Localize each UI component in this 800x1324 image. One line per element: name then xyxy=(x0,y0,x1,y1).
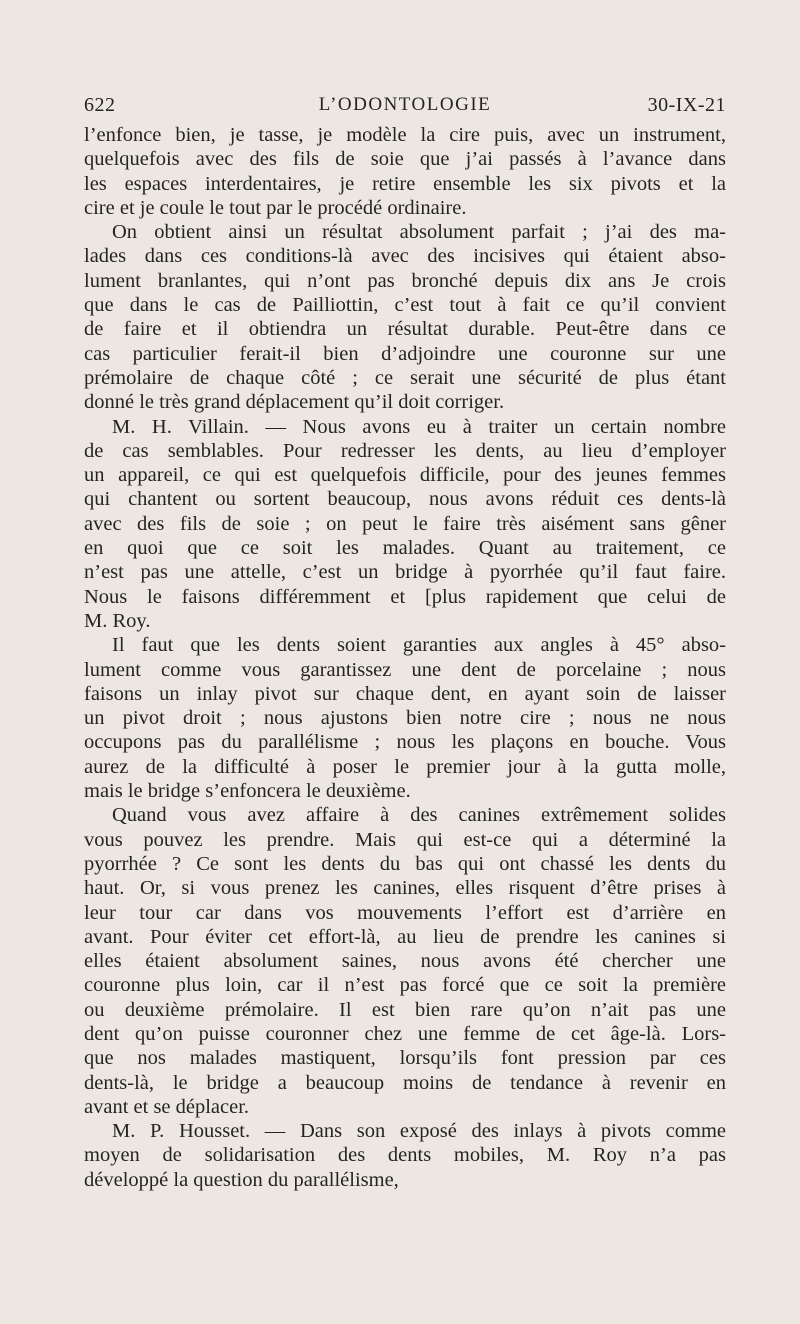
text-line: avant et se déplacer. xyxy=(84,1095,250,1118)
text-line: elles étaient absolument saines, nous avons été chercher une xyxy=(84,950,726,973)
text-line: vous pouvez les prendre. Mais qui est-ce qui a déterminé la xyxy=(84,828,726,851)
text-line: mais le bridge s’enfoncera le deuxième. xyxy=(84,780,411,803)
text-line: cas particulier ferait-il bien d’adjoindre une couronne sur une xyxy=(84,342,726,365)
text-line: qui chantent ou sortent beaucoup, nous avons réduit ces dents-là xyxy=(84,488,726,511)
text-line: développé la question du parallélisme, xyxy=(84,1168,399,1191)
text-line: prémolaire de chaque côté ; ce serait une sécurité de plus étant xyxy=(84,366,726,389)
text-line: lades dans ces conditions-là avec des incisives qui étaient abso- xyxy=(84,245,726,268)
text-line: leur tour car dans vos mouvements l’effort est d’arrière en xyxy=(84,901,726,924)
text-line: Nous le faisons différemment et [plus rapidement que celui de xyxy=(84,585,726,608)
text-line: un pivot droit ; nous ajustons bien notre cire ; nous ne nous xyxy=(84,707,726,730)
text-line: donné le très grand déplacement qu’il doit corriger. xyxy=(84,391,505,414)
text-line: quelquefois avec des fils de soie que j’ai passés à l’avance dans xyxy=(84,148,726,171)
text-line: avec des fils de soie ; on peut le faire très aisément sans gêner xyxy=(84,512,726,535)
page-number: 622 xyxy=(84,94,116,116)
text-line: l’enfonce bien, je tasse, je modèle la cire puis, avec un instrument, xyxy=(84,124,726,146)
issue-date: 30-IX-21 xyxy=(647,94,726,116)
text-line: Quand vous avez affaire à des canines extrêmement solides xyxy=(112,804,726,827)
text-line: que nos malades mastiquent, lorsqu’ils font pression par ces xyxy=(84,1047,726,1070)
text-line: pyorrhée ? Ce sont les dents du bas qui ont chassé les dents du xyxy=(84,852,726,875)
page-header xyxy=(84,94,726,120)
text-line: de faire et il obtiendra un résultat durable. Peut-être dans ce xyxy=(84,318,726,341)
body-text xyxy=(84,123,726,1192)
text-line: ou deuxième prémolaire. Il est bien rare qu’on n’ait pas une xyxy=(84,998,726,1021)
text-line: M. P. Housset. — Dans son exposé des inlays à pivots comme xyxy=(112,1120,726,1143)
text-line: faisons un inlay pivot sur chaque dent, en ayant soin de laisser xyxy=(84,682,726,705)
text-line: M. Roy. xyxy=(84,609,151,632)
text-line: haut. Or, si vous prenez les canines, elles risquent d’être prises à xyxy=(84,877,726,900)
text-line: moyen de solidarisation des dents mobiles, M. Roy n’a pas xyxy=(84,1144,726,1167)
text-line: Il faut que les dents soient garanties aux angles à 45° abso- xyxy=(112,634,726,657)
text-line: couronne plus loin, car il n’est pas forcé que ce soit la première xyxy=(84,974,726,997)
text-line: dent qu’on puisse couronner chez une femme de cet âge-là. Lors- xyxy=(84,1022,726,1045)
text-line: les espaces interdentaires, je retire ensemble les six pivots et la xyxy=(84,172,726,195)
text-line: occupons pas du parallélisme ; nous les plaçons en bouche. Vous xyxy=(84,731,726,754)
text-line: en quoi que ce soit les malades. Quant au traitement, ce xyxy=(84,537,726,560)
text-line: On obtient ainsi un résultat absolument parfait ; j’ai des ma- xyxy=(112,221,726,244)
text-line: cire et je coule le tout par le procédé ordinaire. xyxy=(84,196,467,219)
text-line: que dans le cas de Pailliottin, c’est tout à fait ce qu’il convient xyxy=(84,294,726,317)
text-line: n’est pas une attelle, c’est un bridge à pyorrhée qu’il faut faire. xyxy=(84,561,726,584)
text-line: lument branlantes, qui n’ont pas bronché depuis dix ans Je crois xyxy=(84,269,726,292)
text-line: lument comme vous garantissez une dent de porcelaine ; nous xyxy=(84,658,726,681)
text-line: avant. Pour éviter cet effort-là, au lieu de prendre les canines si xyxy=(84,925,726,948)
text-line: aurez de la difficulté à poser le premier jour à la gutta molle, xyxy=(84,755,726,778)
text-line: un appareil, ce qui est quelquefois difficile, pour des jeunes femmes xyxy=(84,464,726,487)
text-line: de cas semblables. Pour redresser les dents, au lieu d’employer xyxy=(84,439,726,462)
text-line: M. H. Villain. — Nous avons eu à traiter un certain nombre xyxy=(112,415,726,438)
running-title: L’ODONTOLOGIE xyxy=(318,94,492,115)
text-line: dents-là, le bridge a beaucoup moins de tendance à revenir en xyxy=(84,1071,726,1094)
